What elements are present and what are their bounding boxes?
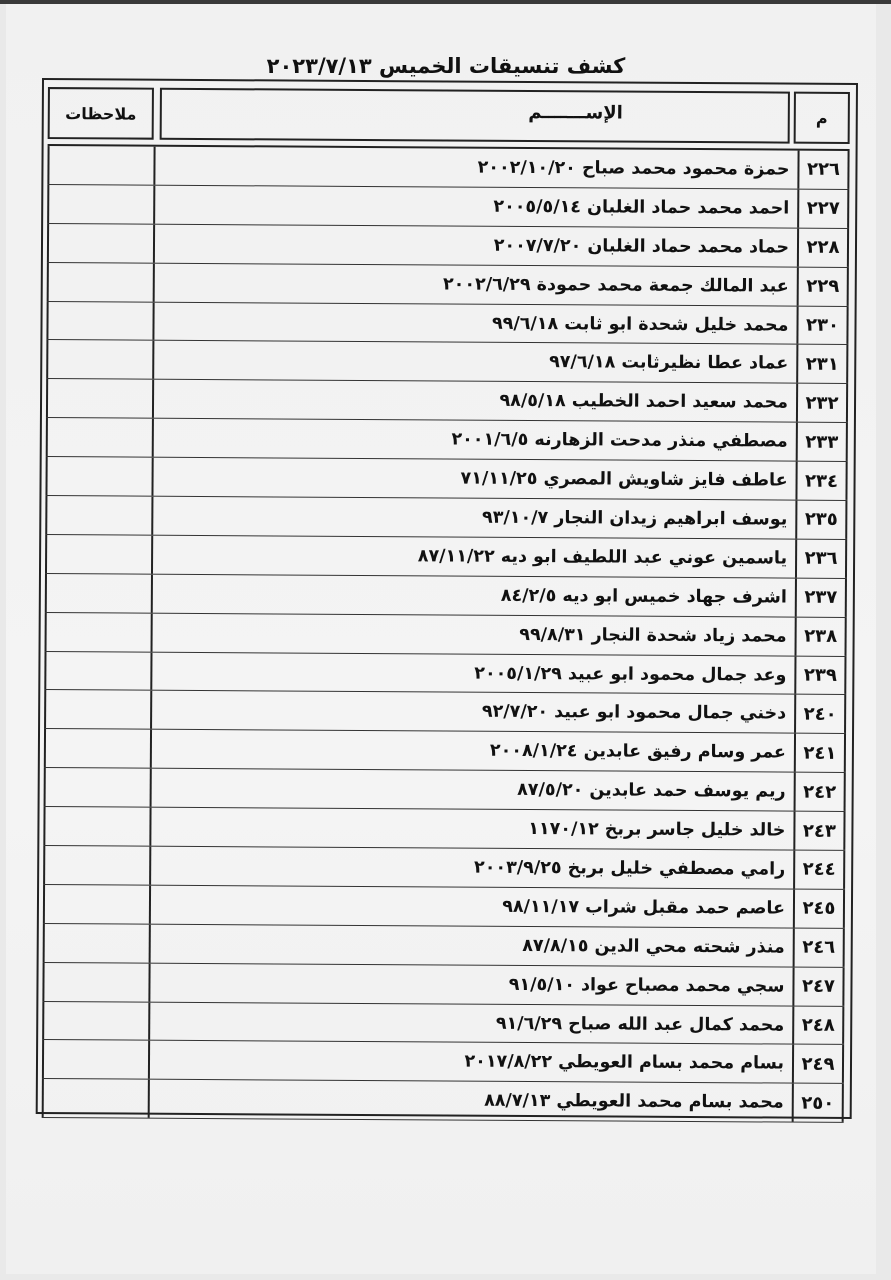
table-row bbox=[42, 1041, 844, 1085]
row-number: ٢٥٠ bbox=[792, 1084, 844, 1122]
row-notes bbox=[44, 691, 150, 730]
row-notes bbox=[45, 613, 151, 652]
row-number: ٢٤٥ bbox=[793, 890, 845, 928]
table-row bbox=[42, 1002, 844, 1046]
row-notes bbox=[44, 768, 150, 807]
row-number: ٢٢٦ bbox=[797, 151, 849, 189]
row-entry: يوسف ابراهيم زيدان النجار ٩٣/١٠/٧ bbox=[151, 497, 791, 539]
table-row bbox=[46, 341, 848, 385]
table-row bbox=[45, 457, 847, 501]
header-name bbox=[160, 88, 790, 144]
header-number-label: م bbox=[815, 108, 828, 128]
header-number bbox=[794, 92, 850, 144]
row-notes bbox=[42, 963, 148, 1002]
row-entry: منذر شحته محي الدين ٨٧/٨/١٥ bbox=[149, 924, 789, 966]
row-entry: بسام محمد بسام العويطي ٢٠١٧/٨/٢٢ bbox=[148, 1041, 788, 1083]
row-entry: عمر وسام رفيق عابدين ٢٠٠٨/١/٢٤ bbox=[150, 730, 790, 772]
row-number: ٢٣١ bbox=[796, 345, 848, 383]
table-row bbox=[46, 302, 848, 346]
table-row bbox=[45, 613, 847, 657]
table-row bbox=[44, 691, 846, 735]
row-notes bbox=[46, 341, 152, 380]
row-entry: محمد زياد شحدة النجار ٩٩/٨/٣١ bbox=[151, 613, 791, 655]
row-notes bbox=[46, 418, 152, 457]
row-notes bbox=[43, 846, 149, 885]
row-number: ٢٣٢ bbox=[796, 384, 848, 422]
row-number: ٢٤٧ bbox=[792, 967, 844, 1005]
row-notes bbox=[46, 302, 152, 341]
row-notes bbox=[44, 652, 150, 691]
table-row bbox=[43, 807, 845, 851]
document-page bbox=[6, 4, 876, 1274]
row-entry: احمد محمد حماد الغلبان ٢٠٠٥/٥/١٤ bbox=[153, 186, 793, 228]
table-header bbox=[44, 82, 856, 149]
row-number: ٢٣٤ bbox=[795, 462, 847, 500]
row-number: ٢٤٢ bbox=[794, 773, 846, 811]
row-entry: خالد خليل جاسر بربخ ١١٧٠/١٢ bbox=[149, 808, 789, 850]
row-number: ٢٣٩ bbox=[794, 656, 846, 694]
table-row bbox=[45, 535, 847, 579]
table-row bbox=[42, 963, 844, 1007]
row-notes bbox=[43, 885, 149, 924]
row-entry: وعد جمال محمود ابو عبيد ٢٠٠٥/١/٢٩ bbox=[150, 652, 790, 694]
table-row bbox=[45, 574, 847, 618]
row-number: ٢٤٣ bbox=[793, 812, 845, 850]
row-number: ٢٢٩ bbox=[797, 267, 849, 305]
row-number: ٢٢٧ bbox=[797, 190, 849, 228]
row-entry: محمد كمال عبد الله صباح ٩١/٦/٢٩ bbox=[148, 1002, 788, 1044]
table-row bbox=[43, 924, 845, 968]
row-notes bbox=[47, 185, 153, 224]
row-number: ٢٣٦ bbox=[795, 540, 847, 578]
row-number: ٢٣٠ bbox=[796, 306, 848, 344]
row-number: ٢٣٥ bbox=[795, 501, 847, 539]
row-entry: محمد بسام محمد العويطي ٨٨/٧/١٣ bbox=[148, 1080, 788, 1122]
row-entry: دخني جمال محمود ابو عبيد ٩٢/٧/٢٠ bbox=[150, 691, 790, 733]
row-entry: محمد سعيد احمد الخطيب ٩٨/٥/١٨ bbox=[152, 380, 792, 422]
header-name-label: الإســـــــم bbox=[528, 101, 623, 124]
row-notes bbox=[43, 924, 149, 963]
row-entry: عاطف فايز شاويش المصري ٧١/١١/٢٥ bbox=[151, 458, 791, 500]
row-number: ٢٣٣ bbox=[796, 423, 848, 461]
table-row bbox=[47, 146, 849, 190]
row-notes bbox=[45, 535, 151, 574]
table-row bbox=[43, 885, 845, 929]
row-notes bbox=[47, 146, 153, 185]
row-entry: سجي محمد مصباح عواد ٩١/٥/١٠ bbox=[148, 963, 788, 1005]
row-notes bbox=[45, 574, 151, 613]
row-entry: حمزة محمود محمد صباح ٢٠٠٢/١٠/٢٠ bbox=[153, 147, 793, 189]
row-number: ٢٤٩ bbox=[792, 1045, 844, 1083]
table-row bbox=[47, 185, 849, 229]
table-row bbox=[42, 1079, 844, 1123]
row-number: ٢٣٧ bbox=[795, 578, 847, 616]
row-number: ٢٣٨ bbox=[795, 617, 847, 655]
row-entry: اشرف جهاد خميس ابو ديه ٨٤/٢/٥ bbox=[151, 574, 791, 616]
table-row bbox=[46, 379, 848, 423]
table-row bbox=[45, 496, 847, 540]
row-entry: عماد عطا نظيرثابت ٩٧/٦/١٨ bbox=[152, 341, 792, 383]
row-entry: محمد خليل شحدة ابو ثابت ٩٩/٦/١٨ bbox=[152, 302, 792, 344]
row-entry: مصطفي منذر مدحت الزهارنه ٢٠٠١/٦/٥ bbox=[152, 419, 792, 461]
row-notes bbox=[44, 729, 150, 768]
row-number: ٢٤٦ bbox=[793, 928, 845, 966]
row-notes bbox=[42, 1002, 148, 1041]
row-entry: ياسمين عوني عبد اللطيف ابو ديه ٨٧/١١/٢٢ bbox=[151, 536, 791, 578]
table-row bbox=[47, 224, 849, 268]
row-entry: عاصم حمد مقبل شراب ٩٨/١١/١٧ bbox=[149, 886, 789, 928]
row-number: ٢٤١ bbox=[794, 734, 846, 772]
header-notes-label: ملاحظات bbox=[65, 103, 137, 124]
row-number: ٢٤٨ bbox=[792, 1006, 844, 1044]
table-row bbox=[44, 768, 846, 812]
row-notes bbox=[45, 496, 151, 535]
header-notes bbox=[48, 87, 154, 140]
page-title: كشف تنسيقات الخميس ٢٠٢٣/٧/١٣ bbox=[266, 54, 626, 78]
coordination-table bbox=[36, 78, 858, 1119]
row-notes bbox=[42, 1041, 148, 1080]
row-notes bbox=[47, 224, 153, 263]
row-entry: حماد محمد حماد الغلبان ٢٠٠٧/٧/٢٠ bbox=[153, 224, 793, 266]
table-row bbox=[47, 263, 849, 307]
row-entry: ريم يوسف حمد عابدين ٨٧/٥/٢٠ bbox=[150, 769, 790, 811]
row-number: ٢٢٨ bbox=[797, 228, 849, 266]
row-entry: عبد المالك جمعة محمد حمودة ٢٠٠٢/٦/٢٩ bbox=[153, 263, 793, 305]
table-row bbox=[44, 652, 846, 696]
row-notes bbox=[47, 263, 153, 302]
row-number: ٢٤٤ bbox=[793, 851, 845, 889]
table-row bbox=[43, 846, 845, 890]
row-notes bbox=[42, 1079, 148, 1118]
table-body bbox=[42, 144, 850, 1117]
row-notes bbox=[43, 807, 149, 846]
table-row bbox=[46, 418, 848, 462]
row-notes bbox=[46, 379, 152, 418]
table-row bbox=[44, 729, 846, 773]
row-number: ٢٤٠ bbox=[794, 695, 846, 733]
row-entry: رامي مصطفي خليل بربخ ٢٠٠٣/٩/٢٥ bbox=[149, 847, 789, 889]
row-notes bbox=[45, 457, 151, 496]
